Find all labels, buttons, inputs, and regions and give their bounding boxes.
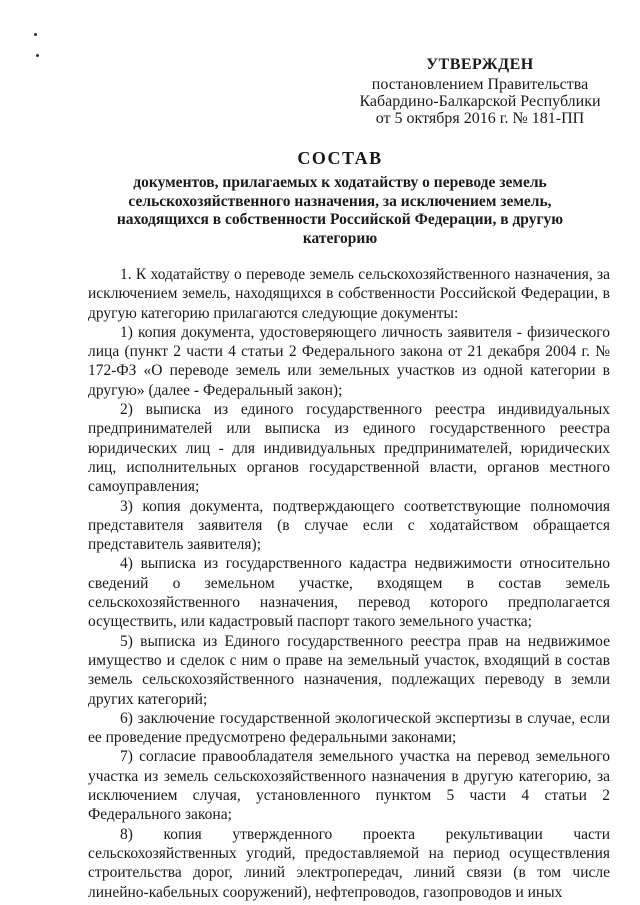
paragraph: 8) копия утвержденного проекта рекультивации части сельскохозяйственных угодий, предоставляемой на период осуществления строительства дорог, линий электропередач, линий связи (в том числе линейно-кабельных сооружений), нефтепроводов, газопроводов и иных (88, 825, 610, 901)
document-body (88, 265, 610, 902)
paragraph: 3) копия документа, подтверждающего соответствующие полномочия представителя заявителя (в случае если с ходатайством обращается представитель заявителя); (88, 497, 610, 554)
approval-stamp-block (330, 56, 630, 127)
paragraph: 7) согласие правообладателя земельного участка на перевод земельного участка из земель сельскохозяйственного назначения в другую категорию, за исключением случая, установленного пунктом 5 части 4 статьи 2 Федерального закона; (88, 748, 610, 824)
document-title: СОСТАВ (297, 148, 383, 168)
paragraph: 4) выписка из государственного кадастра недвижимости относительно сведений о земельном участке, входящем в состав земель сельскохозяйственного назначения, перевод которого предполагается осуществить, или кадастровый паспорт такого земельного участка; (88, 555, 610, 631)
approval-line: Кабардино-Балкарской Республики (359, 93, 601, 110)
approval-line: постановлением Правительства (371, 76, 589, 93)
paragraph: 6) заключение государственной экологической экспертизы в случае, если ее проведение предусмотрено федеральными законами; (88, 709, 610, 747)
scan-speck (34, 33, 37, 36)
paragraph: 5) выписка из Единого государственного реестра прав на недвижимое имущество и сделок с ним о праве на земельный участок, входящий в состав земель сельскохозяйственного назначения, подлежащих переводу в земли других категорий; (88, 632, 610, 708)
document-subtitle: документов, прилагаемых к ходатайству о переводе земель сельскохозяйственного назначения, за исключением земель, находящихся в собственности Российской Федерации, в другую категорию (116, 174, 564, 247)
paragraph: 1. К ходатайству о переводе земель сельскохозяйственного назначения, за исключением земель, находящихся в собственности Российской Федерации, в другую категорию прилагаются следующие документы: (88, 266, 610, 322)
approval-label: УТВЕРЖДЕН (426, 56, 534, 73)
paragraph: 2) выписка из единого государственного реестра индивидуальных предпринимателей или выписка из единого государственного реестра юридических лиц - для индивидуальных предпринимателей, юридических лиц, исполнительных органов государственной власти, органов местного самоуправления; (88, 401, 610, 496)
document-heading (110, 148, 570, 248)
scan-speck (36, 54, 39, 57)
paragraph: 1) копия документа, удостоверяющего личность заявителя - физического лица (пункт 2 части 4 статьи 2 Федерального закона от 21 декабря 2004 г. № 172-ФЗ «О переводе земель или земельных участков из одной категории в другую» (далее - Федеральный закон); (88, 323, 610, 399)
approval-line: от 5 октября 2016 г. № 181-ПП (375, 110, 585, 127)
